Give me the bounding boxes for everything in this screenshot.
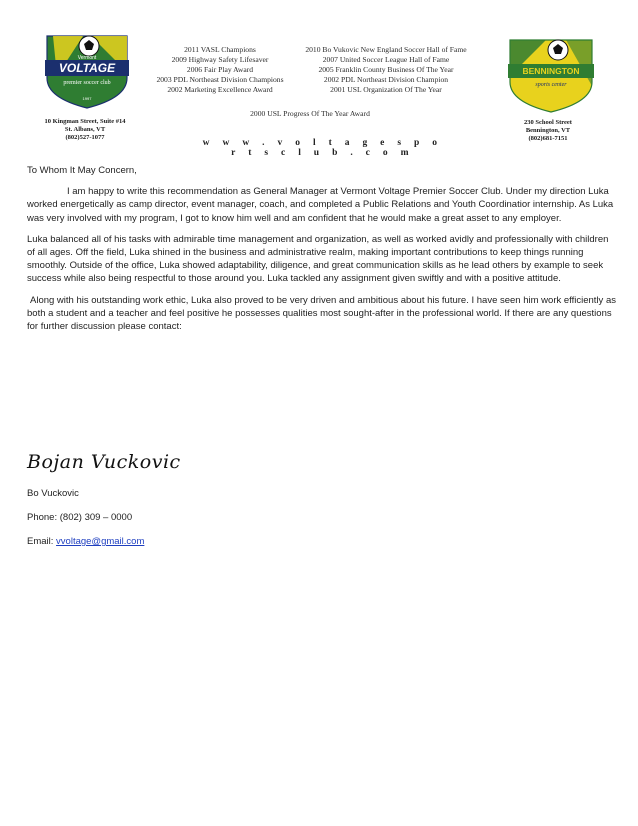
paragraph-2: Luka balanced all of his tasks with admirable time management and organization, as well as worked avidly and professionally with children of all ages. Off the field, Luka shined in the business and administrative realm, making important contributions to keep things running smoothly. Outside of the office, Luka showed adaptability, diligence, and great communication skills as he lead others by example to seek success while also being respectful to those around you. Luka tackled any assignment given swiftly and with a positive attitude. (27, 233, 609, 285)
salutation: To Whom It May Concern, (27, 165, 137, 176)
award-line: 2002 Marketing Excellence Award (167, 85, 273, 94)
award-line: 2007 United Soccer League Hall of Fame (322, 55, 450, 64)
award-line: 2001 USL Organization Of The Year (330, 85, 442, 94)
award-line: 2010 Bo Vukovic New England Soccer Hall of Fame (305, 45, 467, 54)
logo-subtext: sports center (535, 82, 567, 88)
award-line: 2009 Highway Safety Lifesaver (171, 55, 269, 64)
signer-name: Bo Vuckovic (27, 488, 79, 499)
award-line: 2005 Franklin County Business Of The Year (318, 65, 454, 74)
address-line: 230 School Street (524, 119, 572, 126)
letter-body (27, 164, 617, 341)
website-url: w w w . v o l t a g e s p o r t s c l u b . c o m (202, 138, 443, 158)
awards-right-column (300, 45, 472, 95)
paragraph-3: Along with his outstanding work ethic, Luka also proved to be very driven and ambitious about his future. I have seen him work efficiently as both a student and a teacher and feel positive he possesses qualities most sought-after in the professional world. If there are any questions for further discussion please contact: (27, 294, 616, 333)
award-line: 2002 PDL Northeast Division Champion (323, 75, 449, 84)
award-line: 2006 Fair Play Award (186, 65, 254, 74)
right-address (498, 119, 598, 144)
logo-wordmark: VOLTAGE (58, 61, 116, 75)
email-label: Email: (27, 536, 57, 547)
address-line: 10 Kingman Street, Suite #14 (44, 118, 126, 125)
bennington-sports-center-logo (506, 36, 596, 114)
logo-top-text: Vermont (77, 55, 97, 61)
award-line: 2003 PDL Northeast Division Champions (156, 75, 284, 84)
logo-year: 1997 (82, 96, 92, 101)
email-link[interactable]: vvoltage@gmail.com (56, 536, 145, 547)
award-line: 2011 VASL Champions (184, 45, 256, 54)
awards-left-column (145, 45, 295, 95)
phone-line: Phone: (802) 309 – 0000 (27, 512, 133, 523)
email-line (27, 535, 144, 548)
address-line: Bennington, VT (525, 127, 571, 135)
address-line: (802)681-7151 (528, 135, 568, 143)
address-line: (802)527-1077 (65, 134, 105, 142)
logo-subtext: premier soccer club (63, 80, 111, 86)
vermont-voltage-logo (43, 32, 131, 110)
award-bottom-line: 2000 USL Progress Of The Year Award (250, 109, 370, 118)
signature-block (27, 487, 144, 559)
paragraph-1: I am happy to write this recommendation as General Manager at Vermont Voltage Premier Soccer Club. Under my direction Luka worked energetically as camp director, event manager, coach, and completed a Public Relations and Youth Coordinatior internship. As Luka was very involved with my program, I got to know him well and am confident that he would make a great asset to any employer. (27, 186, 614, 224)
address-line: St. Albans, VT (64, 126, 106, 134)
left-address (30, 118, 140, 143)
handwritten-signature: Bojan Vuckovic (27, 451, 181, 473)
letterhead (0, 0, 638, 158)
logo-wordmark: BENNINGTON (522, 66, 580, 76)
